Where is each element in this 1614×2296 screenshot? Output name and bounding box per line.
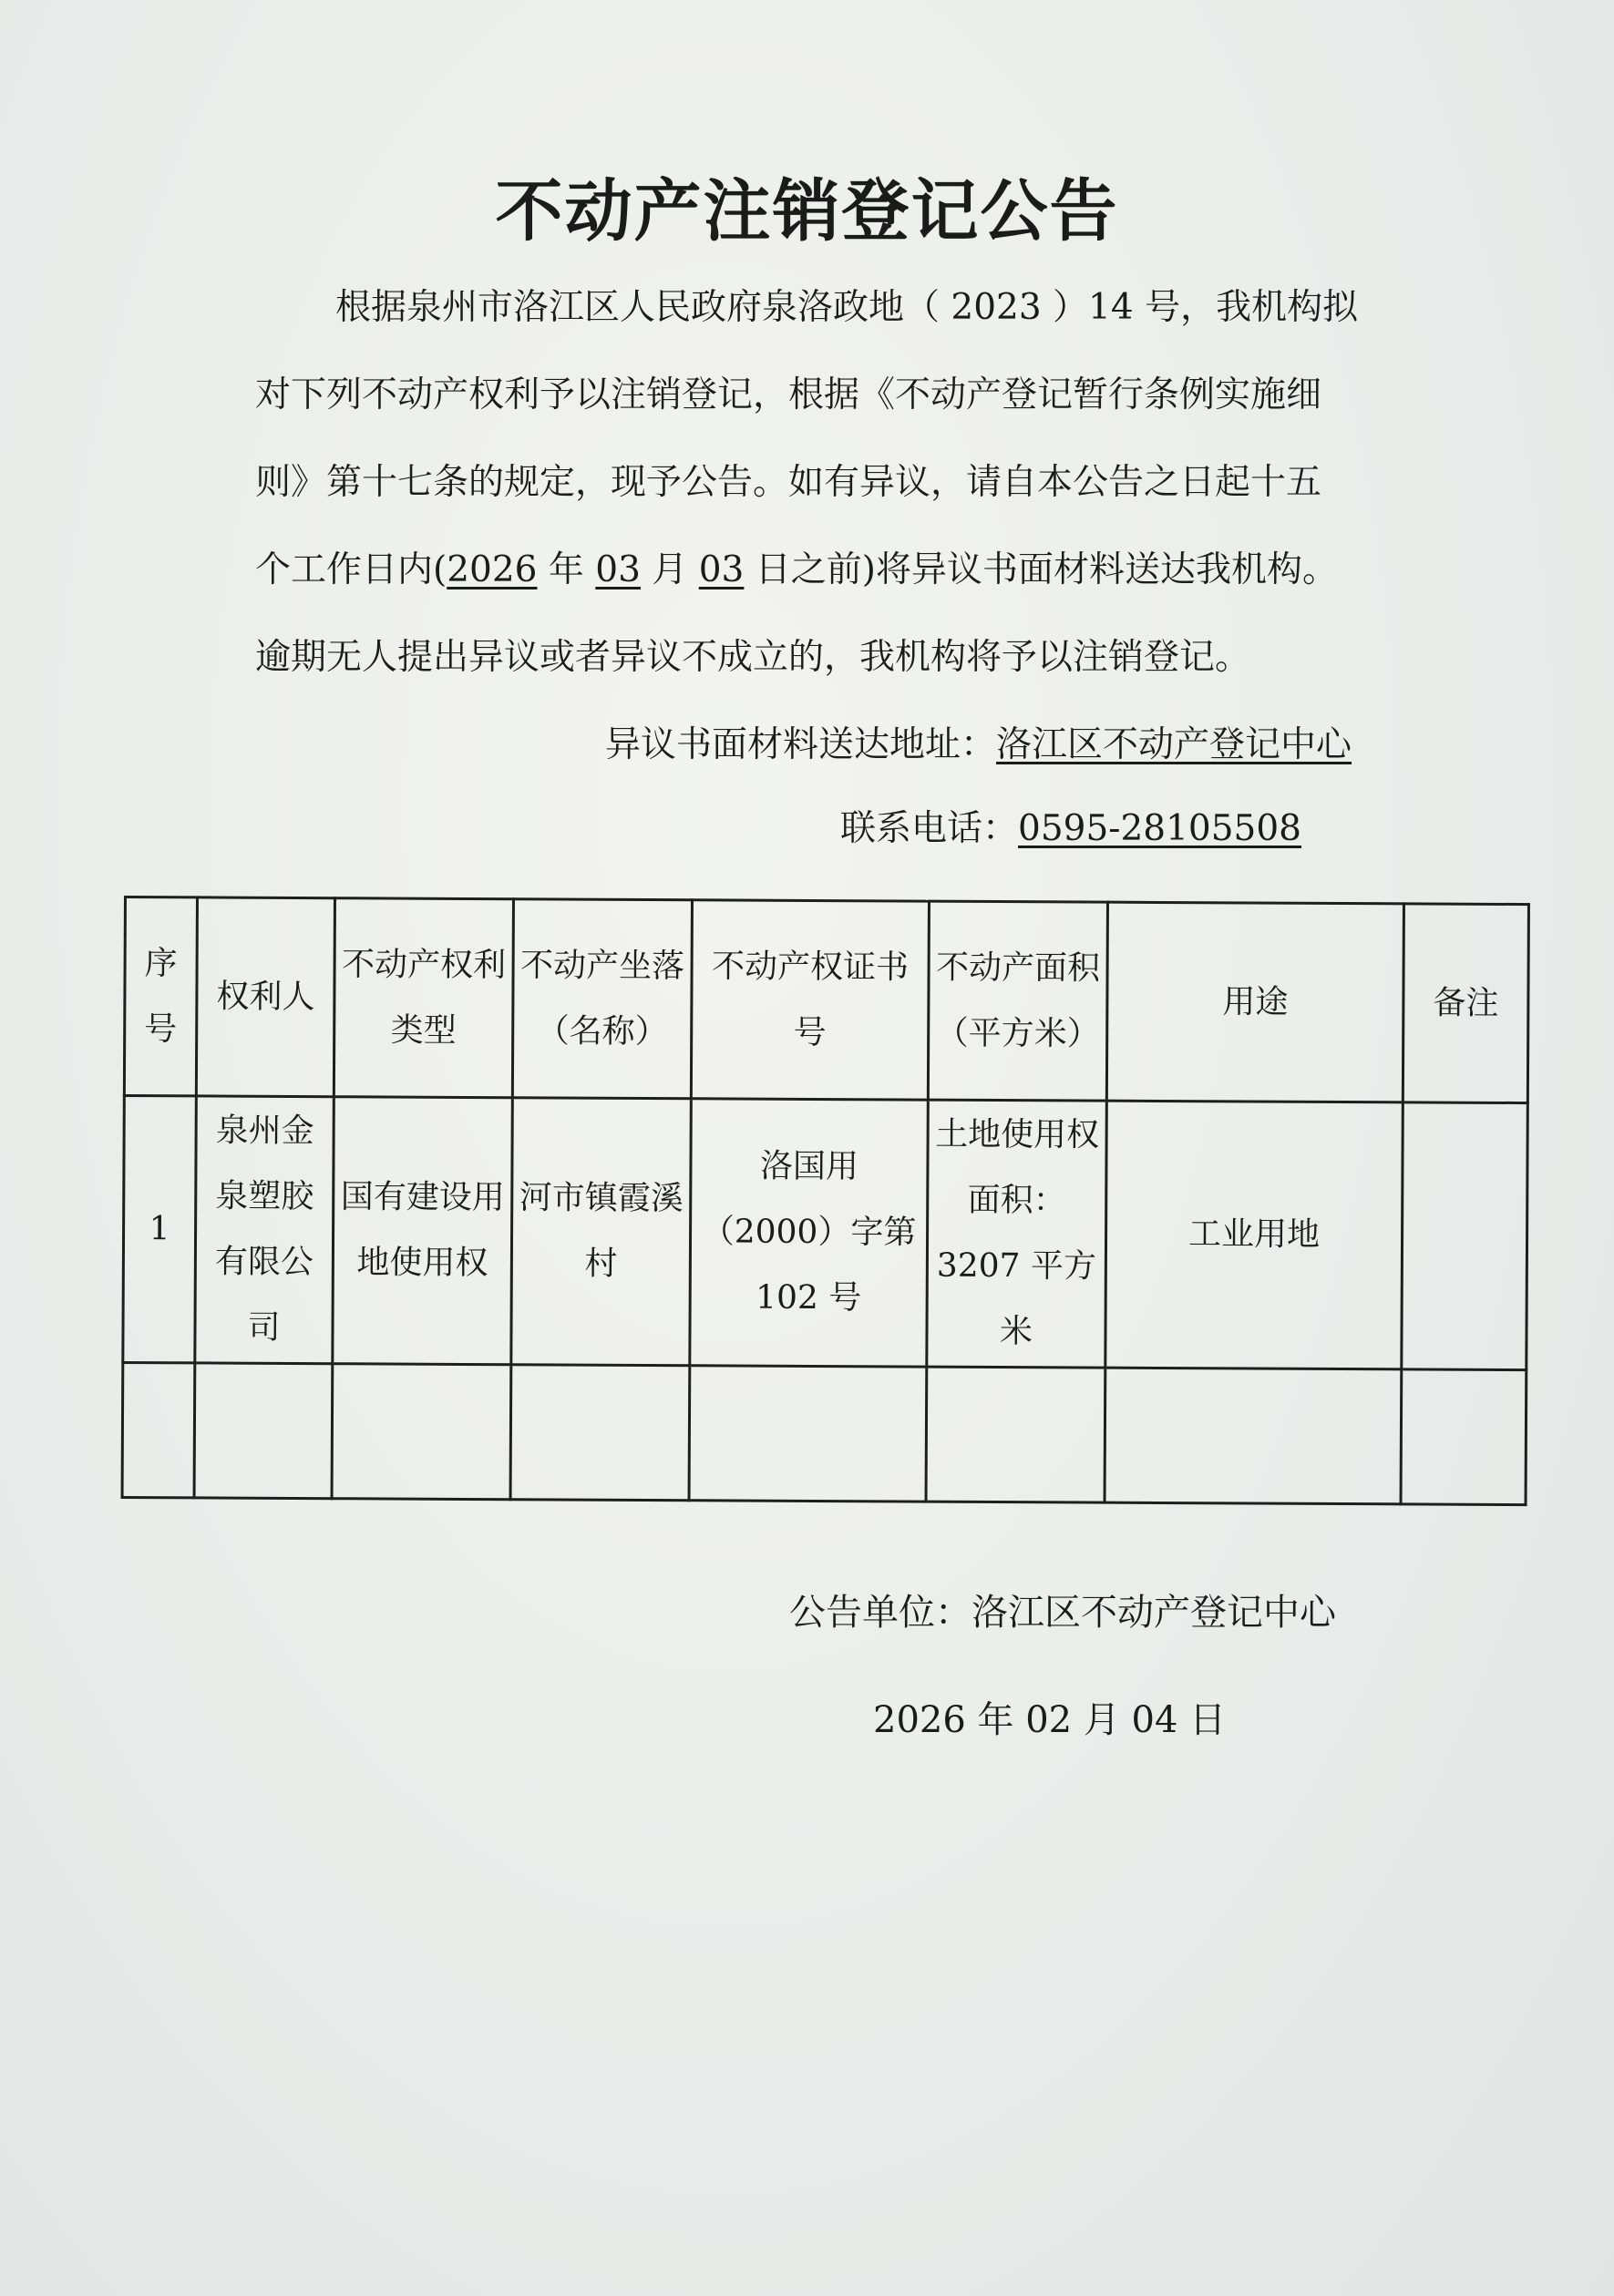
- deadline-year: 2026: [447, 549, 538, 590]
- publisher-label: 公告单位：: [789, 1592, 971, 1634]
- registry-table: [121, 896, 1530, 1506]
- empty-cell: [194, 1363, 333, 1499]
- empty-cell: [926, 1367, 1105, 1502]
- body-line-3: 则》第十七条的规定，现予公告。如有异议，请自本公告之日起十五: [255, 462, 1322, 503]
- cell-usage: 工业用地: [1105, 1101, 1403, 1369]
- table-row: [123, 1096, 1528, 1370]
- deadline-suffix: 日之前)将异议书面材料送达我机构。: [744, 549, 1338, 590]
- header-area: 不动产面积（平方米）: [928, 901, 1107, 1101]
- deadline-month: 03: [595, 549, 641, 590]
- phone-label: 联系电话：: [840, 808, 1019, 849]
- body-line-5: 逾期无人提出异议或者异议不成立的，我机构将予以注销登记。: [255, 637, 1251, 678]
- empty-cell: [689, 1366, 927, 1502]
- table-header-row: [124, 897, 1528, 1103]
- cell-location: 河市镇霞溪村: [511, 1098, 692, 1366]
- header-index: 序号: [124, 897, 197, 1096]
- header-holder: 权利人: [196, 897, 334, 1097]
- deadline-month-unit: 月: [640, 549, 699, 590]
- phone-value: 0595-28105508: [1018, 808, 1301, 849]
- body-line-1: 根据泉州市洛江区人民政府泉洛政地（ 2023 ）14 号，我机构拟: [335, 287, 1359, 328]
- cell-holder: 泉州金泉塑胶有限公司: [195, 1096, 334, 1364]
- body-line-4: [255, 527, 1440, 614]
- cell-certificate: 洛国用（2000）字第 102 号: [690, 1099, 929, 1367]
- notice-body: [255, 264, 1440, 702]
- header-location: 不动产坐落（名称）: [512, 899, 692, 1099]
- header-remark: 备注: [1403, 904, 1528, 1103]
- notice-date: 2026 年 02 月 04 日: [873, 1699, 1227, 1741]
- address-label: 异议书面材料送达地址：: [605, 724, 997, 765]
- empty-cell: [1401, 1369, 1527, 1505]
- cell-right-type: 国有建设用地使用权: [333, 1097, 513, 1365]
- publisher: [789, 1576, 1336, 1649]
- objection-address: [605, 702, 1352, 789]
- empty-cell: [1105, 1368, 1402, 1504]
- notice-title: 不动产注销登记公告: [495, 172, 1119, 251]
- deadline-prefix: 个工作日内(: [255, 549, 447, 590]
- body-line-2: 对下列不动产权利予以注销登记，根据《不动产登记暂行条例实施细: [255, 374, 1322, 415]
- header-certificate: 不动产权证书号: [691, 900, 929, 1100]
- deadline-year-unit: 年: [537, 549, 584, 590]
- header-right-type: 不动产权利类型: [334, 898, 513, 1098]
- empty-cell: [510, 1365, 690, 1501]
- empty-cell: [332, 1364, 511, 1500]
- table-row-empty: [122, 1363, 1527, 1505]
- cell-index: 1: [123, 1096, 197, 1363]
- empty-cell: [122, 1363, 195, 1498]
- cell-area: 土地使用权面积：3207 平方米: [927, 1100, 1107, 1368]
- contact-phone: [840, 785, 1301, 873]
- header-usage: 用途: [1106, 902, 1403, 1102]
- publisher-value: 洛江区不动产登记中心: [971, 1592, 1336, 1634]
- cell-remark: [1402, 1102, 1528, 1370]
- deadline-day: 03: [698, 549, 745, 590]
- address-value: 洛江区不动产登记中心: [996, 724, 1352, 765]
